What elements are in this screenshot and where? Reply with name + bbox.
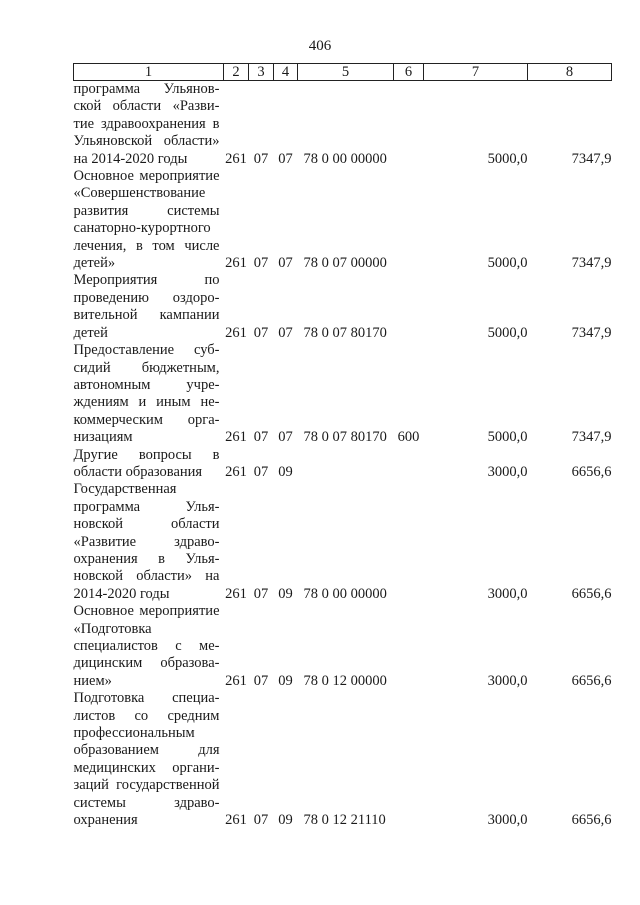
amount-col-8: 7347,9: [571, 255, 612, 272]
section-code: 07: [253, 672, 269, 689]
amount-col-7: 3000,0: [487, 812, 528, 829]
amount-col-7: 5000,0: [487, 150, 528, 167]
ved-code: 261: [225, 150, 247, 167]
expense-type-code: 600: [397, 429, 420, 446]
header-col-6: 6: [394, 64, 424, 81]
amount-col-7: 5000,0: [487, 429, 528, 446]
ved-code: 261: [225, 429, 247, 446]
header-col-3: 3: [249, 64, 274, 81]
item-name: Государственная программа Ульяновской области «Развитие здравоохранения в Ульяновской области» на 2014-2020 годы: [73, 481, 220, 602]
amount-col-8: 6656,6: [571, 812, 612, 829]
item-name: Основное мероприятие «Совершенствование развития системы санаторно-курортного лечения, в том числе детей»: [73, 168, 220, 272]
subsection-code: 09: [278, 672, 293, 689]
amount-col-7: 5000,0: [487, 255, 528, 272]
section-code: 07: [253, 812, 269, 829]
item-name: Мероприятия по проведению оздоровительной кампании детей: [73, 272, 220, 341]
amount-col-7: 3000,0: [487, 463, 528, 480]
item-name: Другие вопросы в области образования: [73, 446, 220, 480]
target-article-code: 78 0 00 00000: [303, 150, 387, 167]
subsection-code: 07: [278, 429, 293, 446]
header-col-5: 5: [298, 64, 394, 81]
ved-code: 261: [225, 585, 247, 602]
ved-code: 261: [225, 672, 247, 689]
expense-type-code: [394, 272, 424, 342]
ved-code: 261: [225, 812, 247, 829]
subsection-code: 07: [278, 150, 293, 167]
expense-type-code: [394, 81, 424, 169]
target-article-code: 78 0 07 80170: [303, 324, 387, 341]
table-row: [74, 81, 612, 169]
item-name: Основное мероприятие «Подготовка специалистов с медицинским образованием»: [73, 603, 220, 689]
amount-col-8: 6656,6: [571, 672, 612, 689]
header-col-4: 4: [274, 64, 298, 81]
item-name: Предоставление субсидий бюджетным, автономным учреждениям и иным некоммерческим организациям: [73, 342, 220, 446]
target-article-code: 78 0 07 80170: [303, 429, 387, 446]
section-code: 07: [253, 429, 269, 446]
header-col-2: 2: [224, 64, 249, 81]
table-row: [74, 272, 612, 342]
section-code: 07: [253, 585, 269, 602]
target-article-code: 78 0 12 00000: [303, 672, 387, 689]
subsection-code: 09: [278, 812, 293, 829]
amount-col-8: 6656,6: [571, 585, 612, 602]
target-article-code: 78 0 07 00000: [303, 255, 387, 272]
amount-col-8: 6656,6: [571, 463, 612, 480]
section-code: 07: [253, 255, 269, 272]
header-col-1: 1: [74, 64, 224, 81]
page-number: 406: [308, 38, 332, 54]
subsection-code: 09: [278, 585, 293, 602]
ved-code: 261: [225, 324, 247, 341]
amount-col-7: 3000,0: [487, 672, 528, 689]
subsection-code: 09: [278, 463, 293, 480]
target-article-code: 78 0 00 00000: [303, 585, 387, 602]
expense-type-code: [394, 603, 424, 690]
table-row: [74, 481, 612, 603]
section-code: 07: [253, 463, 269, 480]
table-row: [74, 447, 612, 482]
amount-col-8: 7347,9: [571, 150, 612, 167]
amount-col-7: 5000,0: [487, 324, 528, 341]
target-article-code: [298, 447, 394, 482]
item-name: Подготовка специалистов со средним профессиональным образованием для медицинских организаций государственной системы здравоохранения: [73, 690, 220, 829]
target-article-code: 78 0 12 21110: [303, 812, 386, 829]
budget-table: [73, 63, 612, 829]
table-row: [74, 603, 612, 690]
ved-code: 261: [225, 255, 247, 272]
expense-type-code: [394, 168, 424, 272]
subsection-code: 07: [278, 324, 293, 341]
expense-type-code: [394, 481, 424, 603]
amount-col-8: 7347,9: [571, 324, 612, 341]
expense-type-code: [394, 690, 424, 829]
ved-code: 261: [225, 463, 247, 480]
amount-col-7: 3000,0: [487, 585, 528, 602]
table-row: [74, 342, 612, 446]
table-row: [74, 168, 612, 272]
subsection-code: 07: [278, 255, 293, 272]
header-col-8: 8: [528, 64, 612, 81]
table-row: [74, 690, 612, 829]
header-row: [74, 64, 612, 81]
header-col-7: 7: [424, 64, 528, 81]
amount-col-8: 7347,9: [571, 429, 612, 446]
expense-type-code: [394, 447, 424, 482]
section-code: 07: [253, 150, 269, 167]
section-code: 07: [253, 324, 269, 341]
item-name: программа Ульяновской области «Развитие здравоохранения в Ульяновской области» на 2014-2020 годы: [73, 81, 220, 167]
